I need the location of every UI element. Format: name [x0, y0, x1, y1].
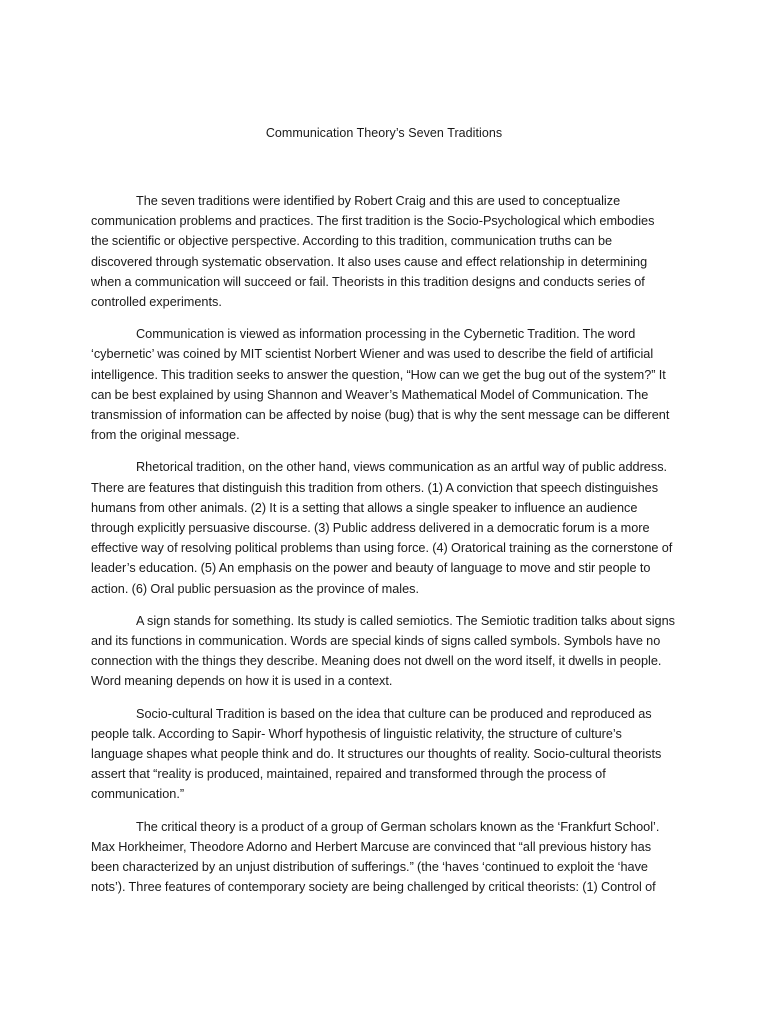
- document-body: [91, 191, 675, 910]
- paragraph-rhetorical-tradition: Rhetorical tradition, on the other hand, views communication as an artful way of public address. There are features that distinguish this tradition from others. (1) A conviction that speech distinguishes humans from other animals. (2) It is a setting that allows a single speaker to influence an audience through explicitly persuasive discourse. (3) Public address delivered in a democratic forum is a more effective way of resolving political problems than using force. (4) Oratorical training as the cornerstone of leader’s education. (5) An emphasis on the power and beauty of language to move and stir people to action. (6) Oral public persuasion as the province of males.: [91, 460, 673, 596]
- paragraph-sociocultural-tradition: Socio-cultural Tradition is based on the idea that culture can be produced and reproduced as people talk. According to Sapir- Whorf hypothesis of linguistic relativity, the structure of culture’s language shapes what people think and do. It structures our thoughts of reality. Socio-cultural theorists assert that “reality is produced, maintained, repaired and transformed through the process of communication.”: [91, 706, 662, 802]
- paragraph-semiotic-tradition: A sign stands for something. Its study is called semiotics. The Semiotic tradition talks about signs and its functions in communication. Words are special kinds of signs called symbols. Symbols have no connection with the things they describe. Meaning does not dwell on the word itself, it dwells in people. Word meaning depends on how it is used in a context.: [91, 613, 675, 689]
- paragraph-critical-tradition: The critical theory is a product of a group of German scholars known as the ‘Frankfurt School’. Max Horkheimer, Theodore Adorno and Herbert Marcuse are convinced that “all previous history has been characterized by an unjust distribution of sufferings.” (the ‘haves ‘continued to exploit the ‘have nots’). Three features of contemporary society are being challenged by critical theorists: (1) Control of: [91, 819, 660, 895]
- document-title: Communication Theory’s Seven Traditions: [265, 126, 503, 140]
- paragraph-seven-traditions: The seven traditions were identified by Robert Craig and this are used to conceptualize communication problems and practices. The first tradition is the Socio-Psychological which embodies the scientific or objective perspective. According to this tradition, communication truths can be discovered through systematic observation. It also uses cause and effect relationship in determining when a communication will succeed or fail. Theorists in this tradition designs and conducts series of controlled experiments.: [91, 194, 655, 310]
- paragraph-cybernetic-tradition: Communication is viewed as information processing in the Cybernetic Tradition. The word ‘cybernetic’ was coined by MIT scientist Norbert Wiener and was used to describe the field of artificial intelligence. This tradition seeks to answer the question, “How can we get the bug out of the system?” It can be best explained by using Shannon and Weaver’s Mathematical Model of Communication. The transmission of information can be affected by noise (bug) that is why the sent message can be different from the original message.: [91, 327, 670, 443]
